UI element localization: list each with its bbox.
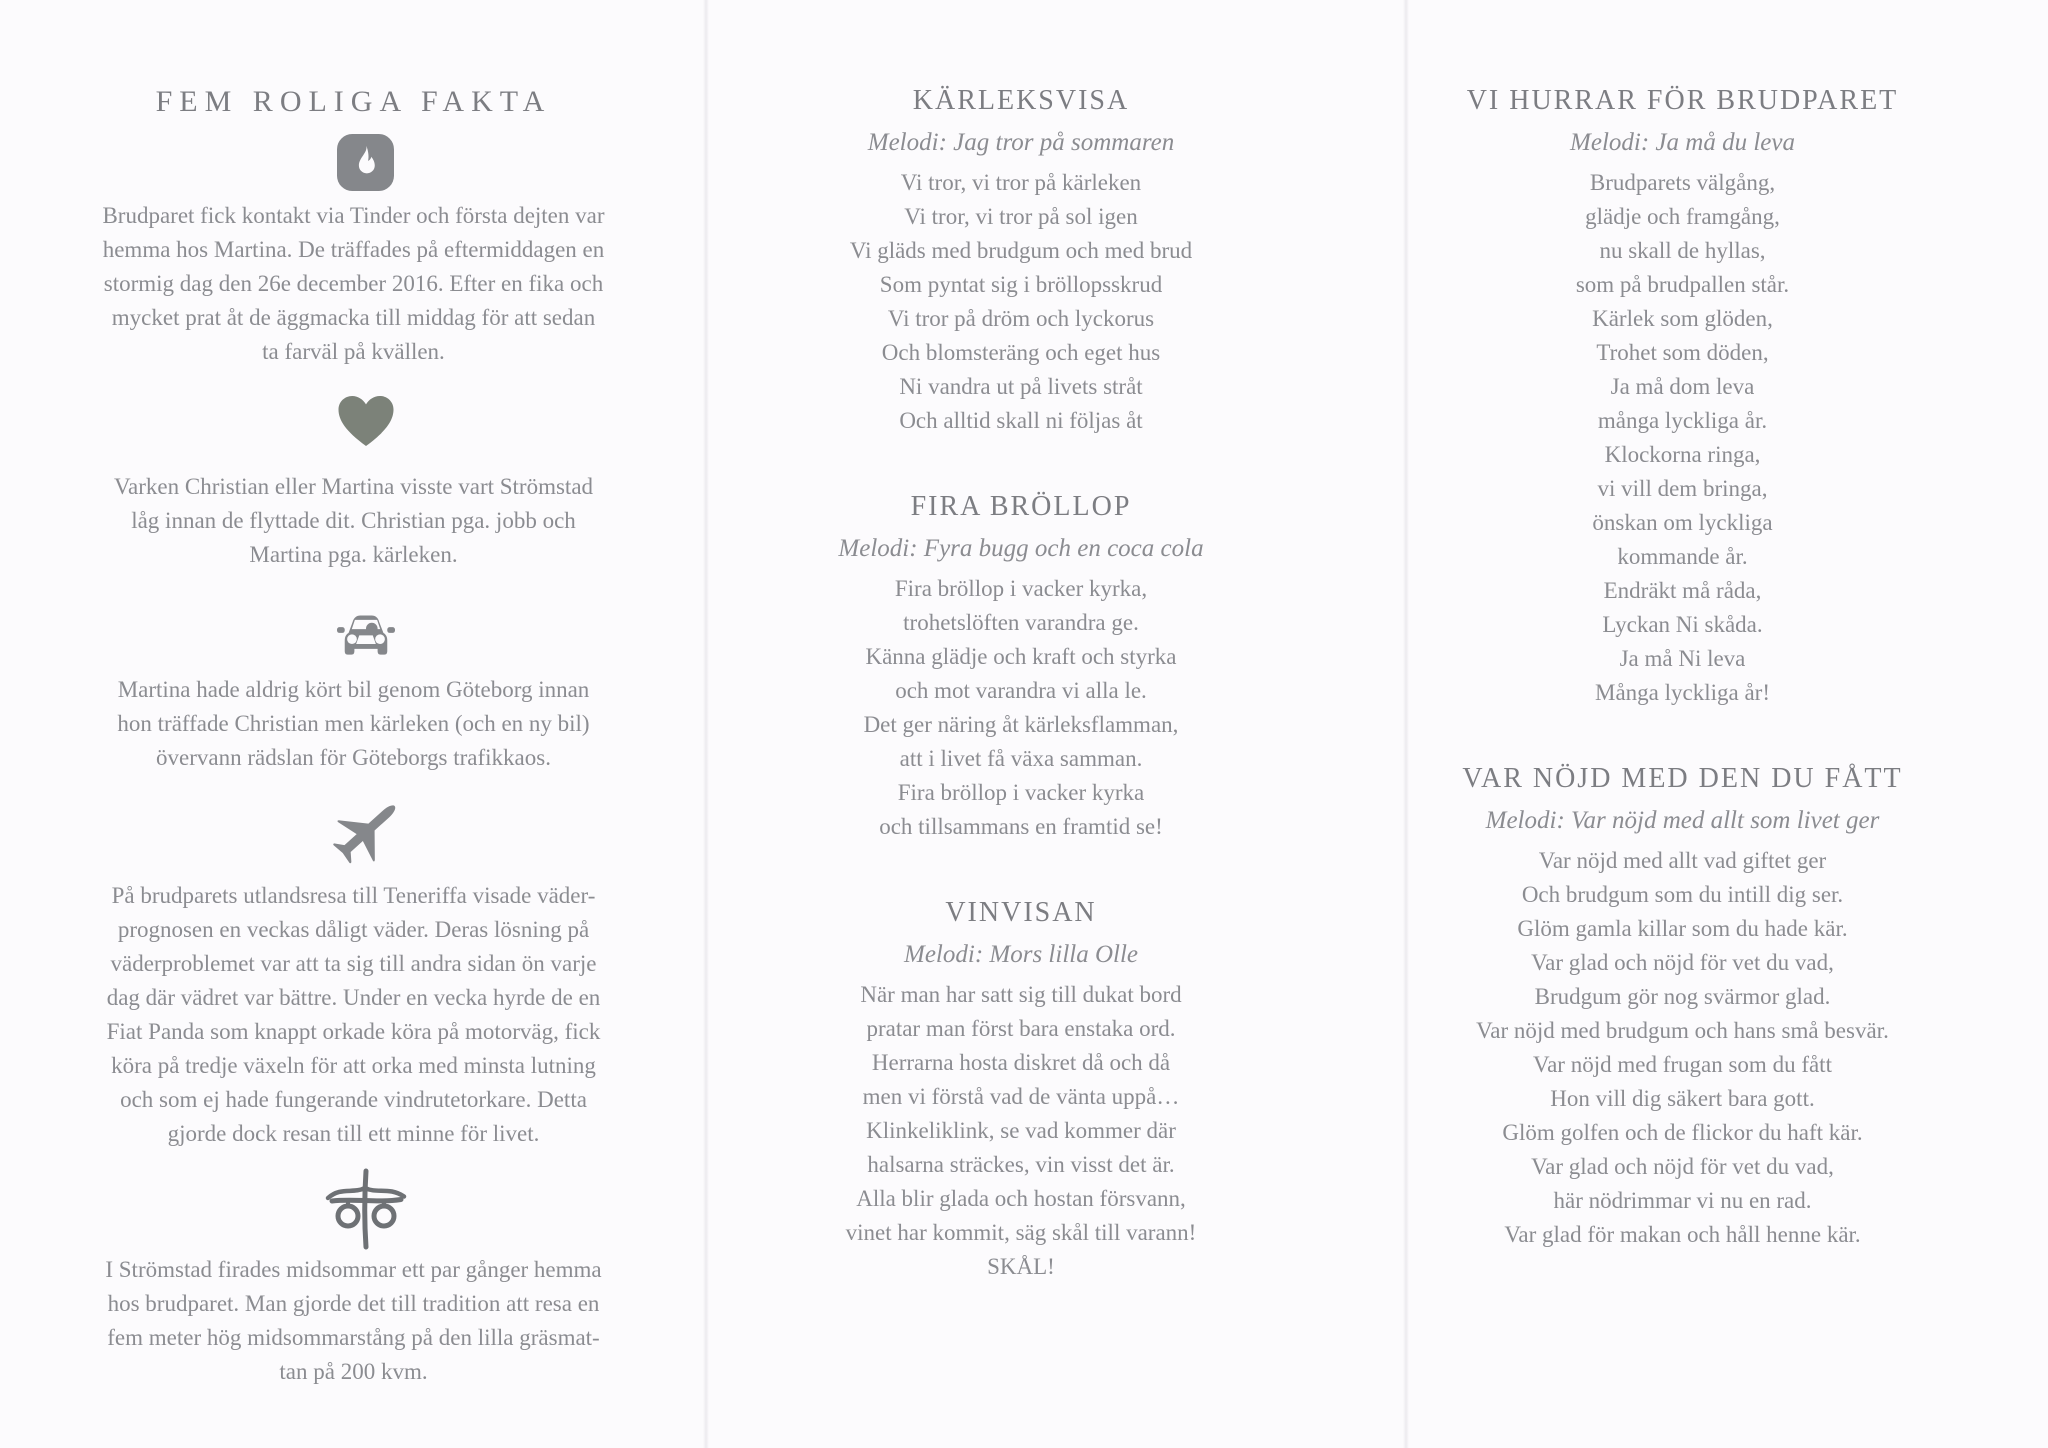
- text-line: fem meter hög midsommarstång på den lilla gräsmat-: [107, 1325, 600, 1350]
- tinder-flame-icon: [12, 134, 719, 191]
- lyric-line: Var nöjd med frugan som du fått: [1533, 1052, 1832, 1077]
- song-title: VAR NÖJD MED DEN DU FÅTT: [1462, 763, 1903, 794]
- fact-paragraph: [0, 199, 707, 369]
- text-line: hemma hos Martina. De träffades på eftermiddagen en: [102, 237, 605, 262]
- song-section: [1407, 84, 1958, 710]
- text-line: hon träffade Christian men kärleken (och en ny bil): [117, 711, 590, 736]
- lyric-line: Vi gläds med brudgum och med brud: [849, 238, 1193, 263]
- lyric-line: Vi tror, vi tror på sol igen: [904, 204, 1138, 229]
- lyric-line: nu skall de hyllas,: [1599, 238, 1766, 263]
- text-line: gjorde dock resan till ett minne för livet.: [167, 1121, 540, 1146]
- lyric-line: Ni vandra ut på livets stråt: [899, 374, 1143, 399]
- song-lyrics: [1407, 844, 1958, 1252]
- lyric-line: Ja må Ni leva: [1619, 646, 1746, 671]
- lyric-line: Trohet som döden,: [1596, 340, 1769, 365]
- lyric-line: Klockorna ringa,: [1604, 442, 1761, 467]
- song-melody: Melodi: Fyra bugg och en coca cola: [838, 535, 1204, 562]
- panel-songs-second: [1407, 0, 2048, 1448]
- text-line: låg innan de flyttade dit. Christian pga. jobb och: [131, 508, 576, 533]
- lyric-line: här nödrimmar vi nu en rad.: [1553, 1188, 1812, 1213]
- lyric-line: Och brudgum som du intill dig ser.: [1521, 882, 1844, 907]
- text-line: övervann rädslan för Göteborgs trafikkaos.: [156, 745, 551, 770]
- text-line: tan på 200 kvm.: [279, 1359, 428, 1384]
- text-line: hos brudparet. Man gjorde det till tradition att resa en: [107, 1291, 600, 1316]
- lyric-line: Och blomsteräng och eget hus: [881, 340, 1161, 365]
- lyric-line: Var glad för makan och håll henne kär.: [1504, 1222, 1861, 1247]
- lyric-line: Var glad och nöjd för vet du vad,: [1531, 1154, 1834, 1179]
- song-lyrics: [707, 166, 1335, 438]
- song-section: [707, 896, 1335, 1284]
- lyric-line: och mot varandra vi alla le.: [895, 678, 1147, 703]
- lyric-line: vinet har kommit, säg skål till varann!: [845, 1220, 1197, 1245]
- lyric-line: vi vill dem bringa,: [1597, 476, 1768, 501]
- lyric-line: Alla blir glada och hostan försvann,: [856, 1186, 1186, 1211]
- lyric-line: att i livet få växa samman.: [899, 746, 1143, 771]
- lyric-line: Fira bröllop i vacker kyrka: [897, 780, 1145, 805]
- lyric-line: Var nöjd med allt vad giftet ger: [1538, 848, 1827, 873]
- lyric-line: Brudgum gör nog svärmor glad.: [1534, 984, 1831, 1009]
- song-title: VINVISAN: [945, 897, 1097, 928]
- lyric-line: många lyckliga år.: [1597, 408, 1768, 433]
- song-title: FIRA BRÖLLOP: [910, 491, 1132, 522]
- lyric-line: Glöm golfen och de flickor du haft kär.: [1502, 1120, 1863, 1145]
- lyric-line: trohetslöften varandra ge.: [903, 610, 1139, 635]
- lyric-line: pratar man först bara enstaka ord.: [866, 1016, 1176, 1041]
- lyric-line: och tillsammans en framtid se!: [879, 814, 1163, 839]
- lyric-line: önskan om lyckliga: [1592, 510, 1773, 535]
- song-lyrics: [707, 978, 1335, 1284]
- fact-paragraph: [0, 673, 707, 775]
- fact-paragraph: [0, 879, 707, 1151]
- text-line: och som ej hade fungerande vindrutetorkare. Detta: [120, 1087, 587, 1112]
- text-line: mycket prat åt de äggmacka till middag för att sedan: [111, 305, 596, 330]
- song-lyrics: [1407, 166, 1958, 710]
- lyric-line: som på brudpallen står.: [1575, 272, 1790, 297]
- text-line: Brudparet fick kontakt via Tinder och första dejten var: [102, 203, 605, 228]
- song-melody: Melodi: Jag tror på sommaren: [867, 129, 1175, 156]
- lyric-line: Klinkeliklink, se vad kommer där: [866, 1118, 1176, 1143]
- lyric-line: glädje och framgång,: [1585, 204, 1780, 229]
- car-icon: [12, 602, 719, 660]
- song-section: [707, 490, 1335, 844]
- page-title: FEM ROLIGA FAKTA: [155, 85, 552, 118]
- text-line: På brudparets utlandsresa till Teneriffa visade väder-: [111, 883, 596, 908]
- fact-paragraph: [0, 470, 707, 572]
- text-line: Martina pga. kärleken.: [249, 542, 458, 567]
- lyric-line: Känna glädje och kraft och styrka: [865, 644, 1177, 669]
- lyric-line: Ja må dom leva: [1610, 374, 1755, 399]
- song-section: [707, 84, 1335, 438]
- lyric-line: Fira bröllop i vacker kyrka,: [894, 576, 1148, 601]
- airplane-icon: [12, 790, 719, 874]
- lyric-line: Vi tror, vi tror på kärleken: [900, 170, 1142, 195]
- text-line: I Strömstad firades midsommar ett par gånger hemma: [105, 1257, 602, 1282]
- text-line: väderproblemet var att ta sig till andra sidan ön varje: [110, 951, 597, 976]
- text-line: Varken Christian eller Martina visste vart Strömstad: [113, 474, 594, 499]
- song-melody: Melodi: Var nöjd med allt som livet ger: [1485, 807, 1880, 834]
- maypole-icon: [12, 1164, 719, 1250]
- lyric-line: halsarna sträckes, vin visst det är.: [867, 1152, 1175, 1177]
- lyric-line: Herrarna hosta diskret då och då: [871, 1050, 1171, 1075]
- lyric-line: Många lyckliga år!: [1595, 680, 1770, 705]
- lyric-line: När man har satt sig till dukat bord: [860, 982, 1182, 1007]
- lyric-line: Brudparets välgång,: [1589, 170, 1776, 195]
- lyric-line: Endräkt må råda,: [1603, 578, 1762, 603]
- lyric-line: Var glad och nöjd för vet du vad,: [1531, 950, 1834, 975]
- song-section: [1407, 762, 1958, 1252]
- text-line: Fiat Panda som knappt orkade köra på motorväg, fick: [106, 1019, 601, 1044]
- lyric-line: men vi förstå vad de vänta uppå…: [862, 1084, 1180, 1109]
- song-lyrics: [707, 572, 1335, 844]
- text-line: köra på tredje växeln för att orka med minsta lutning: [111, 1053, 596, 1078]
- song-melody: Melodi: Mors lilla Olle: [904, 941, 1138, 968]
- song-melody: Melodi: Ja må du leva: [1570, 129, 1795, 156]
- panel-fun-facts: [0, 0, 707, 1448]
- lyric-line: Kärlek som glöden,: [1592, 306, 1773, 331]
- lyric-line: Hon vill dig säkert bara gott.: [1550, 1086, 1815, 1111]
- lyric-line: Glöm gamla killar som du hade kär.: [1517, 916, 1848, 941]
- lyric-line: Som pyntat sig i bröllopsskrud: [879, 272, 1163, 297]
- lyric-line: Det ger näring åt kärleksflamman,: [863, 712, 1179, 737]
- lyric-line: SKÅL!: [987, 1254, 1055, 1279]
- lyric-line: Vi tror på dröm och lyckorus: [887, 306, 1155, 331]
- song-title: KÄRLEKSVISA: [912, 85, 1130, 116]
- lyric-line: Och alltid skall ni följas åt: [899, 408, 1143, 433]
- lyric-line: Var nöjd med brudgum och hans små besvär.: [1476, 1018, 1889, 1043]
- text-line: ta farväl på kvällen.: [262, 339, 445, 364]
- text-line: prognosen en veckas dåligt väder. Deras lösning på: [117, 917, 590, 942]
- panel-songs-first: [707, 0, 1407, 1448]
- text-line: Martina hade aldrig kört bil genom Göteborg innan: [117, 677, 590, 702]
- fact-paragraph: [0, 1253, 707, 1389]
- heart-icon: [12, 393, 719, 448]
- lyric-line: Lyckan Ni skåda.: [1602, 612, 1763, 637]
- lyric-line: kommande år.: [1617, 544, 1748, 569]
- song-title: VI HURRAR FÖR BRUDPARET: [1466, 85, 1899, 116]
- text-line: stormig dag den 26e december 2016. Efter en fika och: [103, 271, 604, 296]
- text-line: dag där vädret var bättre. Under en vecka hyrde de en: [106, 985, 601, 1010]
